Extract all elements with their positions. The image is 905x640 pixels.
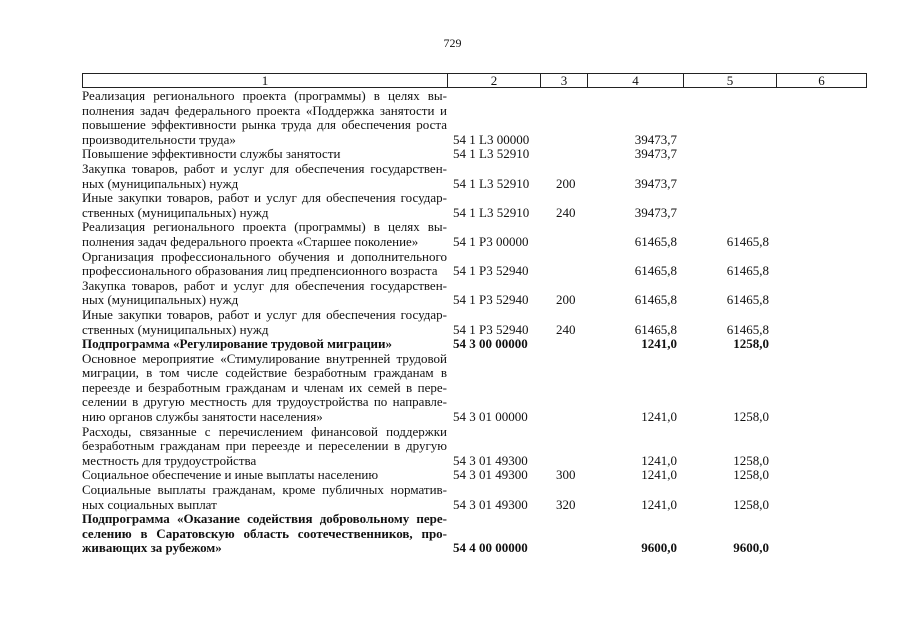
row-expense-type: 300 xyxy=(556,467,576,483)
row-value-col5: 61465,8 xyxy=(726,292,769,308)
row-value-col4: 61465,8 xyxy=(634,321,677,337)
table-row xyxy=(82,220,867,249)
description-line: ственных (муниципальных) нужд xyxy=(82,321,269,337)
table-row xyxy=(82,279,867,308)
header-col-3: 3 xyxy=(541,74,588,87)
row-value-col5: 61465,8 xyxy=(726,263,769,279)
description-line: Подпрограмма «Регулирование трудовой миграции» xyxy=(82,336,393,352)
row-description xyxy=(82,147,447,162)
row-description xyxy=(82,162,447,191)
row-code: 54 1 L3 00000 xyxy=(453,131,530,147)
row-value-col5: 61465,8 xyxy=(726,321,769,337)
row-value-col4: 9600,0 xyxy=(641,540,677,556)
description-line: полнения задач федерального проекта «Поддержка занятости и xyxy=(82,102,447,118)
row-description xyxy=(82,337,447,352)
description-line: ных (муниципальных) нужд xyxy=(82,292,239,308)
row-value-col4: 39473,7 xyxy=(634,131,677,147)
description-line: Организация профессионального обучения и дополнительного xyxy=(82,248,447,264)
description-line: Подпрограмма «Оказание содействия добровольному пере- xyxy=(82,511,447,527)
row-value-col4: 61465,8 xyxy=(634,233,677,249)
row-description xyxy=(82,512,447,556)
description-line: Иные закупки товаров, работ и услуг для обеспечения государ- xyxy=(82,190,447,206)
row-value-col4: 1241,0 xyxy=(641,452,677,468)
table-row xyxy=(82,191,867,220)
description-line: селению в Саратовскую область соотечественников, про- xyxy=(82,525,447,541)
table-header xyxy=(82,73,867,88)
row-description xyxy=(82,308,447,337)
description-line: Иные закупки товаров, работ и услуг для обеспечения государ- xyxy=(82,306,447,322)
row-code: 54 1 P3 52940 xyxy=(453,292,529,308)
row-value-col4: 61465,8 xyxy=(634,263,677,279)
row-expense-type: 200 xyxy=(556,175,576,191)
description-line: полнения задач федерального проекта «Старшее поколение» xyxy=(82,233,419,249)
row-value-col4: 1241,0 xyxy=(641,336,677,352)
row-code: 54 1 P3 52940 xyxy=(453,321,529,337)
table-row xyxy=(82,337,867,352)
table-row xyxy=(82,308,867,337)
row-description xyxy=(82,191,447,220)
row-value-col5: 1258,0 xyxy=(733,336,769,352)
description-line: ных (муниципальных) нужд xyxy=(82,175,239,191)
row-code: 54 3 01 49300 xyxy=(453,496,528,512)
row-description xyxy=(82,468,447,483)
table-row xyxy=(82,468,867,483)
row-code: 54 4 00 00000 xyxy=(453,540,528,556)
table-row xyxy=(82,425,867,469)
row-expense-type: 240 xyxy=(556,321,576,337)
description-line: ных социальных выплат xyxy=(82,496,217,512)
description-line: Реализация регионального проекта (программы) в целях вы- xyxy=(82,88,447,103)
description-line: селении в другую местность для трудоустройства по направле- xyxy=(82,394,447,410)
description-line: профессионального образования лиц предпенсионного возраста xyxy=(82,263,438,279)
row-value-col4: 39473,7 xyxy=(634,175,677,191)
description-line: Закупка товаров, работ и услуг для обеспечения государствен- xyxy=(82,277,447,293)
description-line: повышение эффективности рынка труда для обеспечения роста xyxy=(82,117,447,133)
row-description xyxy=(82,425,447,469)
row-value-col4: 39473,7 xyxy=(634,204,677,220)
row-code: 54 1 P3 00000 xyxy=(453,233,529,249)
row-value-col5: 1258,0 xyxy=(733,452,769,468)
header-col-5: 5 xyxy=(684,74,777,87)
table-row xyxy=(82,162,867,191)
header-col-1: 1 xyxy=(83,74,448,87)
row-code: 54 1 L3 52910 xyxy=(453,204,530,220)
row-description xyxy=(82,89,447,147)
row-value-col4: 1241,0 xyxy=(641,467,677,483)
row-code: 54 3 01 49300 xyxy=(453,467,528,483)
row-value-col4: 61465,8 xyxy=(634,292,677,308)
row-expense-type: 200 xyxy=(556,292,576,308)
row-value-col4: 1241,0 xyxy=(641,409,677,425)
description-line: Повышение эффективности службы занятости xyxy=(82,146,341,162)
row-code: 54 1 P3 52940 xyxy=(453,263,529,279)
row-value-col5: 1258,0 xyxy=(733,409,769,425)
table-row xyxy=(82,147,867,162)
description-line: нию органов службы занятости населения» xyxy=(82,409,323,425)
description-line: миграции, в том числе содействие безработным гражданам в xyxy=(82,365,447,381)
row-description xyxy=(82,352,447,425)
table-row xyxy=(82,352,867,425)
description-line: местность для трудоустройства xyxy=(82,452,257,468)
table-row xyxy=(82,89,867,147)
row-description xyxy=(82,483,447,512)
description-line: ственных (муниципальных) нужд xyxy=(82,204,269,220)
row-code: 54 1 L3 52910 xyxy=(453,175,530,191)
table-row xyxy=(82,483,867,512)
description-line: Закупка товаров, работ и услуг для обеспечения государствен- xyxy=(82,160,447,176)
row-description xyxy=(82,279,447,308)
description-line: живающих за рубежом» xyxy=(82,540,222,556)
row-value-col5: 1258,0 xyxy=(733,496,769,512)
page-number: 729 xyxy=(443,36,462,50)
row-expense-type: 240 xyxy=(556,204,576,220)
row-value-col5: 9600,0 xyxy=(733,540,769,556)
description-line: производительности труда» xyxy=(82,131,236,147)
row-expense-type: 320 xyxy=(556,496,576,512)
row-value-col4: 1241,0 xyxy=(641,496,677,512)
row-code: 54 3 01 49300 xyxy=(453,452,528,468)
description-line: переезде и безработным гражданам и членам их семей в пере- xyxy=(82,379,447,395)
table-row xyxy=(82,250,867,279)
row-description xyxy=(82,250,447,279)
table-row xyxy=(82,512,867,556)
row-code: 54 1 L3 52910 xyxy=(453,146,530,162)
description-line: Основное мероприятие «Стимулирование внутренней трудовой xyxy=(82,350,447,366)
row-description xyxy=(82,220,447,249)
description-line: Расходы, связанные с перечислением финансовой поддержки xyxy=(82,423,447,439)
row-code: 54 3 00 00000 xyxy=(453,336,528,352)
header-col-6: 6 xyxy=(818,73,825,88)
row-code: 54 3 01 00000 xyxy=(453,409,528,425)
header-col-4: 4 xyxy=(588,74,684,87)
row-value-col5: 1258,0 xyxy=(733,467,769,483)
row-value-col4: 39473,7 xyxy=(634,146,677,162)
row-value-col5: 61465,8 xyxy=(726,233,769,249)
table-body xyxy=(82,89,867,556)
header-col-2: 2 xyxy=(448,74,541,87)
description-line: Социальное обеспечение и иные выплаты населению xyxy=(82,467,379,483)
description-line: Реализация регионального проекта (программы) в целях вы- xyxy=(82,219,447,235)
description-line: Социальные выплаты гражданам, кроме публичных норматив- xyxy=(82,482,447,498)
description-line: безработным гражданам при переезде и переселении в другую xyxy=(82,438,447,454)
